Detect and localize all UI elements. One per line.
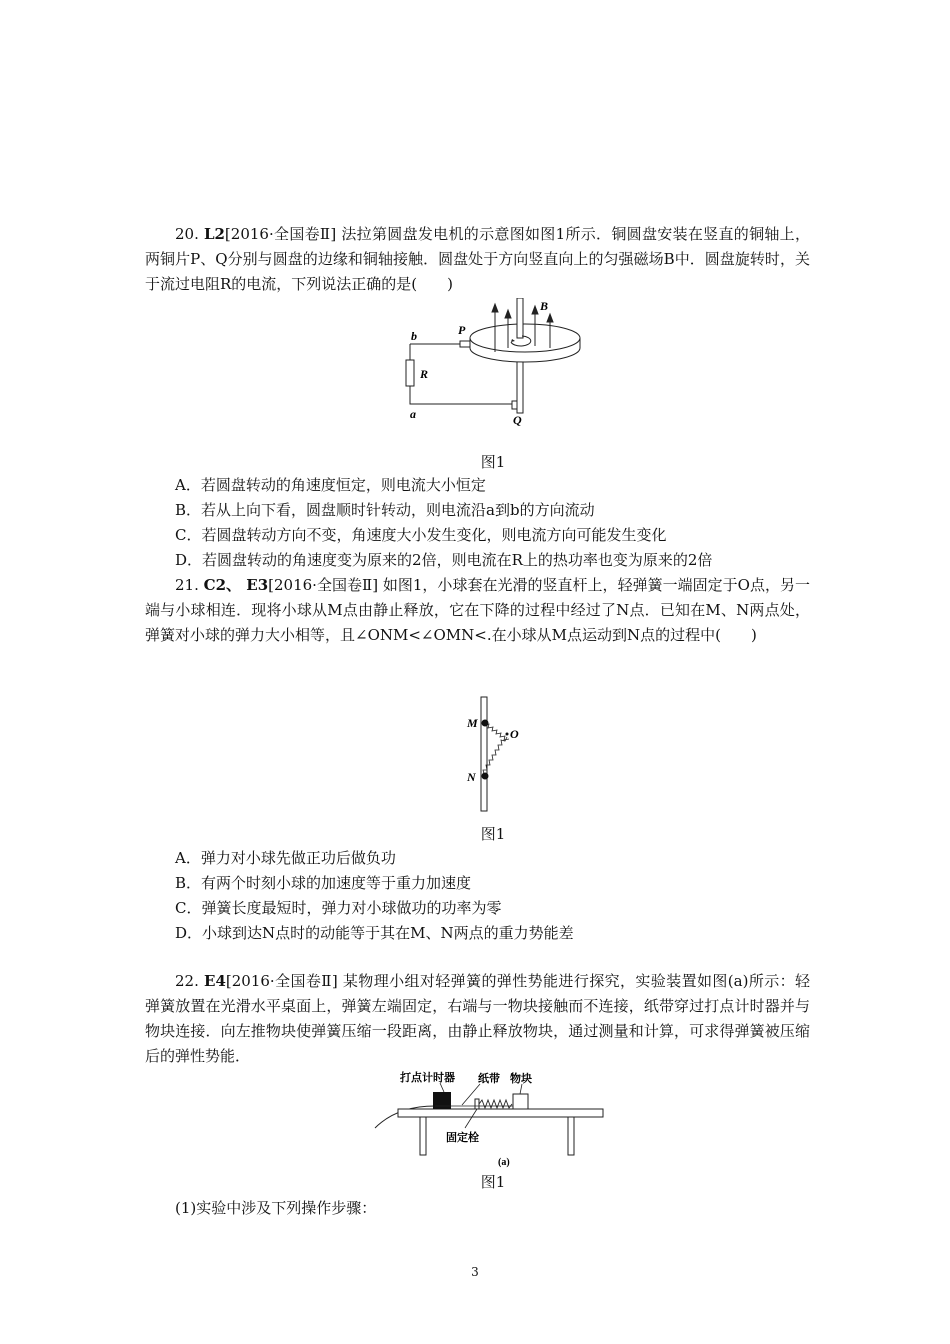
question-22 <box>145 969 810 1069</box>
question-20 <box>145 222 810 297</box>
resistor <box>406 360 414 386</box>
option-b: B．有两个时刻小球的加速度等于重力加速度 <box>175 874 472 892</box>
question-20-options <box>145 473 810 573</box>
option-b: B．若从上向下看，圆盘顺时针转动，则电流沿a到b的方向流动 <box>175 501 595 519</box>
option-a: A．若圆盘转动的角速度恒定，则电流大小恒定 <box>175 476 486 494</box>
label-pin: 固定栓 <box>446 1132 479 1144</box>
sub-question-1: (1)实验中涉及下列操作步骤： <box>175 1199 377 1217</box>
label-tape: 纸带 <box>478 1073 500 1085</box>
question-21-stem: 21. C2、 E3[2016·全国卷Ⅱ] 如图1，小球套在光滑的竖直杆上，轻弹簧一端固定于O点，另一端与小球相连．现将小球从M点由静止释放，它在下降的过程中经过了N点．已知在M、N两点处，弹簧对小球的弹力大小相等，且∠ONM<∠OMN<.在小球从M点运动到N点的过程中( ) <box>145 576 810 644</box>
option-d: D．小球到达N点时的动能等于其在M、N两点的重力势能差 <box>175 924 574 942</box>
question-22-sub1 <box>145 1196 810 1221</box>
label-O: O <box>510 727 519 741</box>
copper-disc <box>470 324 580 352</box>
page-number: 3 <box>471 1265 479 1279</box>
ball-at-N <box>482 773 489 780</box>
spring-experiment-figure <box>370 1068 610 1173</box>
option-d: D．若圆盘转动的角速度变为原来的2倍，则电流在R上的热功率也变为原来的2倍 <box>175 551 713 569</box>
block <box>513 1094 528 1109</box>
option-c: C．弹簧长度最短时，弹力对小球做功的功率为零 <box>175 899 502 917</box>
option-a: A．弹力对小球先做正功后做负功 <box>175 849 396 867</box>
figure-caption-q21: 图1 <box>480 825 506 843</box>
vertical-rod <box>481 697 487 811</box>
copper-shaft <box>517 298 523 338</box>
label-block: 物块 <box>510 1073 532 1085</box>
question-21 <box>145 573 810 648</box>
disc-generator-figure <box>400 298 595 433</box>
option-c: C．若圆盘转动方向不变，角速度大小发生变化，则电流方向可能发生变化 <box>175 526 667 544</box>
label-P: P <box>458 323 466 337</box>
question-21-options <box>145 846 810 946</box>
label-a: (a) <box>498 1157 510 1168</box>
label-Q: Q <box>513 413 522 427</box>
label-M: M <box>467 716 478 730</box>
label-a: a <box>410 407 416 421</box>
fixed-pin <box>475 1099 479 1109</box>
label-timer: 打点计时器 <box>400 1072 455 1084</box>
question-22-stem: 22. E4[2016·全国卷Ⅱ] 某物理小组对轻弹簧的弹性势能进行探究，实验装置如图(a)所示：轻弹簧放置在光滑水平桌面上，弹簧左端固定，右端与一物块接触而不连接，纸带穿过打点计时器并与物块连接．向左推物块使弹簧压缩一段距离，由静止释放物块，通过测量和计算，可求得弹簧被压缩后的弹性势能． <box>145 972 810 1065</box>
label-N: N <box>467 770 476 784</box>
spring-rod-figure <box>455 695 535 815</box>
figure-caption-q22: 图1 <box>480 1173 506 1191</box>
ball-at-M <box>482 720 489 727</box>
timer <box>433 1092 451 1109</box>
figure-caption-q20: 图1 <box>480 453 506 471</box>
question-20-stem: 20. L2[2016·全国卷Ⅱ] 法拉第圆盘发电机的示意图如图1所示．铜圆盘安装在竖直的铜轴上，两铜片P、Q分别与圆盘的边缘和铜轴接触．圆盘处于方向竖直向上的匀强磁场B中．圆盘旋转时，关于流过电阻R的电流，下列说法正确的是( ) <box>145 225 810 293</box>
table-top <box>398 1109 603 1117</box>
label-b: b <box>411 329 417 343</box>
label-B: B <box>540 299 549 313</box>
label-R: R <box>420 367 429 381</box>
spring <box>479 1100 512 1108</box>
